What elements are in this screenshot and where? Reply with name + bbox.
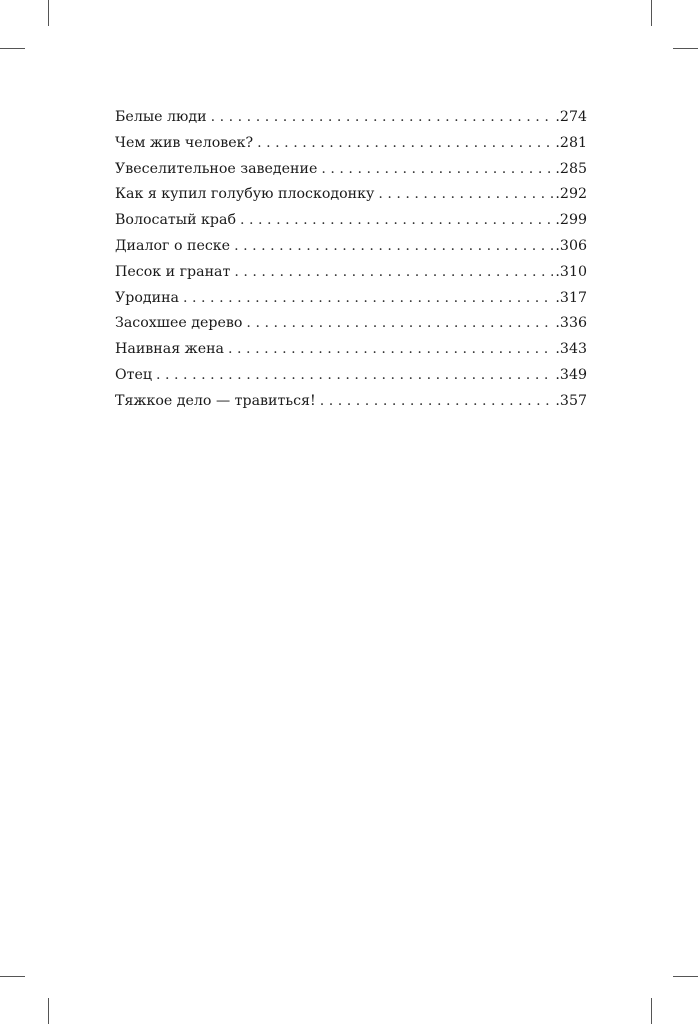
toc-entry [115,105,587,131]
toc-entry-title: Как я купил голубую плоскодонку [115,186,375,203]
crop-mark-bottom-right-horizontal [673,976,698,977]
toc-dot-leader [183,286,553,312]
toc-entry-title: Отец [115,366,152,383]
toc-entry [115,131,587,157]
toc-entry-page: .292 [555,186,587,203]
toc-dot-leader [211,105,554,131]
toc-entry-page: .349 [555,366,587,383]
toc-entry [115,234,587,260]
toc-entry-title: Диалог о песке [115,237,231,254]
toc-dot-leader [321,157,553,183]
toc-entry [115,337,587,363]
toc-entry-page: .310 [555,263,587,280]
toc-entry-title: Засохшее дерево [115,315,243,332]
crop-mark-bottom-left-horizontal [0,976,25,977]
toc-entry-page: .357 [555,392,587,409]
toc-entry [115,208,587,234]
toc-dot-leader [228,337,553,363]
toc-dot-leader [156,363,553,389]
toc-dot-leader [257,131,553,157]
crop-mark-bottom-right-vertical [651,998,652,1024]
toc-entry-page: .317 [555,289,587,306]
table-of-contents [115,105,587,415]
crop-mark-bottom-left-vertical [48,998,49,1024]
crop-mark-top-left-vertical [48,0,49,26]
toc-entry-title: Волосатый краб [115,212,236,229]
toc-entry [115,311,587,337]
toc-entry-title: Наивная жена [115,341,225,358]
toc-dot-leader [234,234,553,260]
toc-entry [115,363,587,389]
toc-entry-page: .343 [555,341,587,358]
toc-entry-page: .274 [555,109,587,125]
toc-dot-leader [240,208,553,234]
toc-entry [115,286,587,312]
toc-entry-title: Белые люди [115,109,207,125]
toc-entry [115,389,587,415]
toc-entry [115,182,587,208]
crop-mark-top-left-horizontal [0,48,25,49]
toc-entry [115,157,587,183]
toc-entry-page: .281 [555,134,587,151]
toc-entry-title: Песок и гранат [115,263,231,280]
crop-mark-top-right-vertical [651,0,652,26]
toc-dot-leader [246,311,553,337]
toc-dot-leader [320,389,554,415]
toc-entry-title: Тяжкое дело — травиться! [115,392,316,409]
toc-entry-title: Увеселительное заведение [115,160,318,177]
toc-entry-page: .299 [555,212,587,229]
toc-entry [115,260,587,286]
toc-entry-page: .336 [555,315,587,332]
toc-dot-leader [378,182,553,208]
toc-entry-page: .285 [555,160,587,177]
toc-entry-title: Уродина [115,289,179,306]
toc-entry-title: Чем жив человек? [115,134,254,151]
toc-entry-page: .306 [555,237,587,254]
toc-dot-leader [234,260,553,286]
crop-mark-top-right-horizontal [673,48,698,49]
